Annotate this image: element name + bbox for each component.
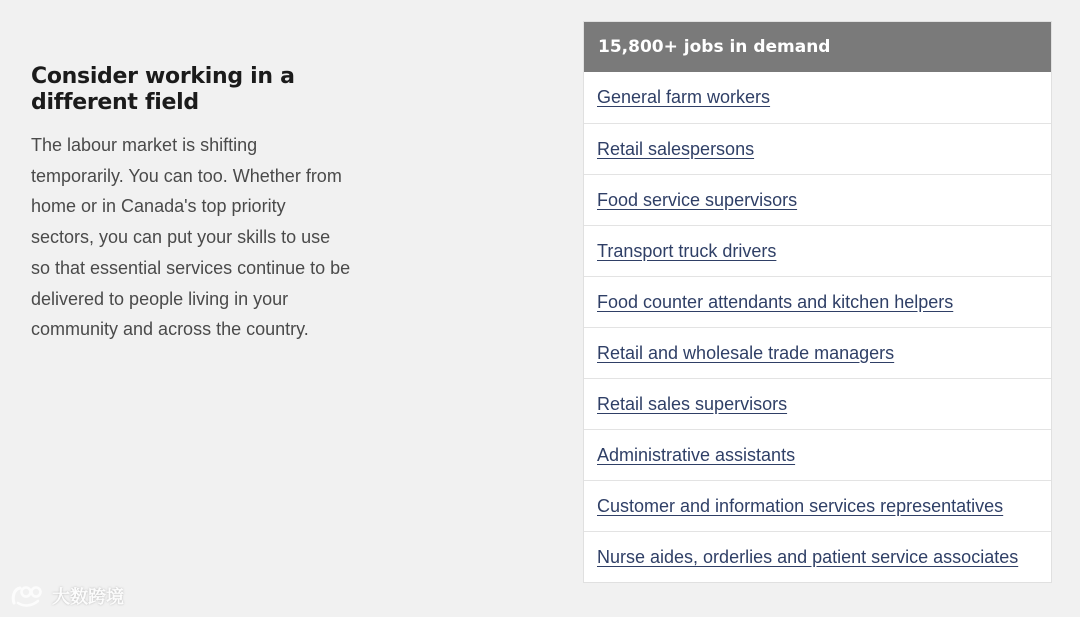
list-item <box>584 72 1051 123</box>
watermark <box>10 583 124 609</box>
list-item <box>584 276 1051 327</box>
intro-section <box>31 64 351 345</box>
job-link-customer-information-services[interactable]: Customer and information services representatives <box>597 495 1004 516</box>
jobs-list <box>584 72 1051 582</box>
job-link-administrative-assistants[interactable]: Administrative assistants <box>597 444 796 465</box>
list-item <box>584 480 1051 531</box>
list-item <box>584 429 1051 480</box>
job-link-general-farm-workers[interactable]: General farm workers <box>597 87 771 107</box>
job-link-retail-salespersons[interactable]: Retail salespersons <box>597 138 755 159</box>
job-link-nurse-aides[interactable]: Nurse aides, orderlies and patient service associates <box>597 546 1019 567</box>
jobs-panel-header: 15,800+ jobs in demand <box>584 22 1051 72</box>
jobs-panel <box>583 21 1052 583</box>
list-item <box>584 531 1051 582</box>
job-link-food-service-supervisors[interactable]: Food service supervisors <box>597 189 798 210</box>
job-link-food-counter-attendants[interactable]: Food counter attendants and kitchen helpers <box>597 291 954 312</box>
list-item <box>584 123 1051 174</box>
brand-logo-icon <box>10 583 48 609</box>
list-item <box>584 327 1051 378</box>
list-item <box>584 174 1051 225</box>
job-link-retail-wholesale-managers[interactable]: Retail and wholesale trade managers <box>597 342 895 363</box>
intro-body: The labour market is shifting temporarily. You can too. Whether from home or in Canada's top priority sectors, you can put your skills to use so that essential services continue to be delivered to people living in your community and across the country. <box>31 135 351 340</box>
intro-heading: Consider working in a different field <box>31 64 295 115</box>
job-link-retail-sales-supervisors[interactable]: Retail sales supervisors <box>597 393 788 414</box>
watermark-text: 大数跨境 <box>52 587 124 608</box>
list-item <box>584 225 1051 276</box>
list-item <box>584 378 1051 429</box>
job-link-transport-truck-drivers[interactable]: Transport truck drivers <box>597 240 777 261</box>
